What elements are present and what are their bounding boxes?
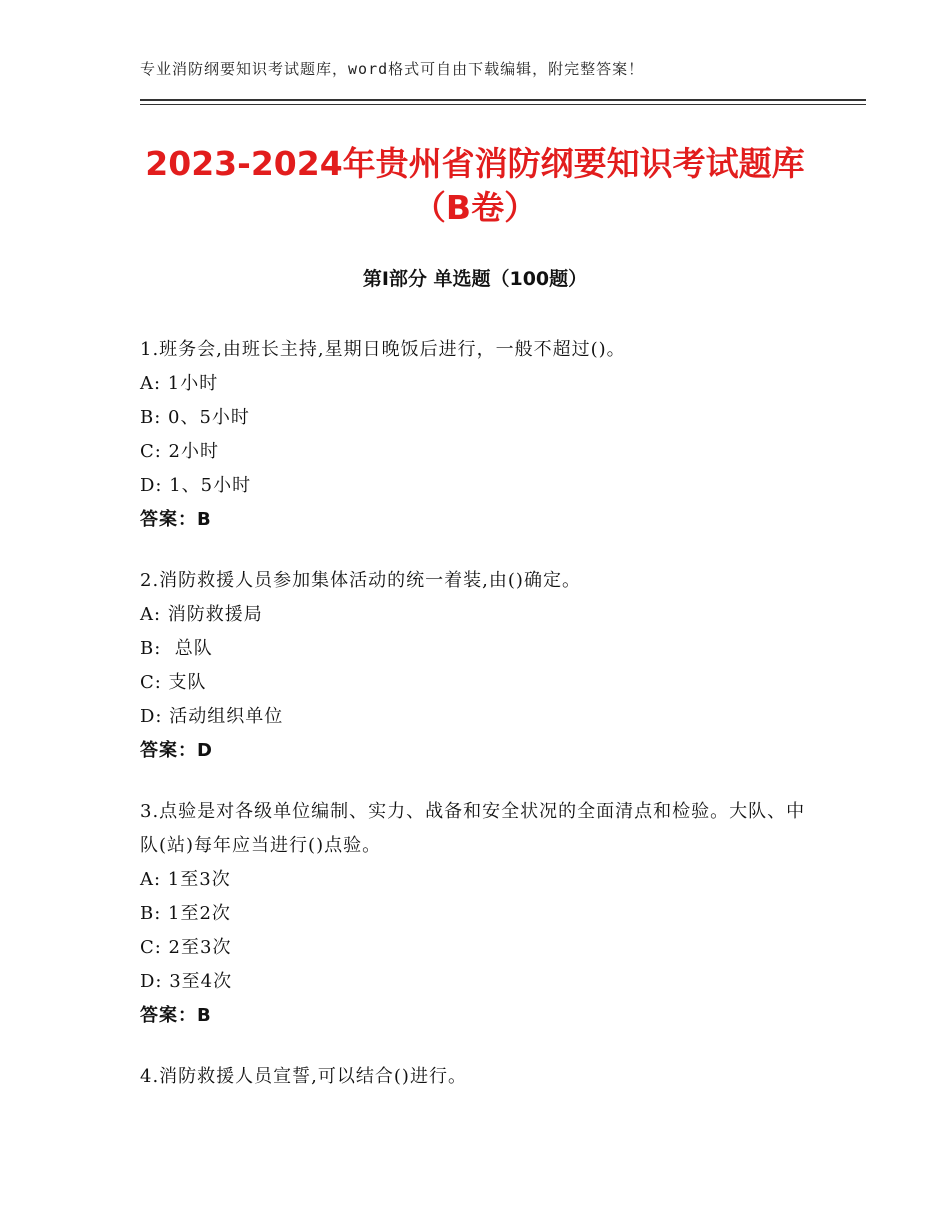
option-c: C: 2至3次 [140,937,232,958]
question-list [140,333,820,1121]
answer-line: 答案：B [140,509,212,530]
option-b: B: 1至2次 [140,903,231,924]
option-a: A: 1至3次 [140,869,231,890]
document-title [0,142,950,230]
question-stem: 4.消防救援人员宣誓,可以结合()进行。 [140,1066,467,1087]
header-rule-thick [140,99,866,101]
header-rule-thin [140,104,866,105]
document-title-line-2: （B卷） [412,188,538,227]
section-heading: 第Ⅰ部分 单选题（100题） [362,268,588,290]
question-stem: 2.消防救援人员参加集体活动的统一着装,由()确定。 [140,570,581,591]
question-item [140,564,820,768]
question-item [140,795,820,1033]
option-b: B: 0、5小时 [140,407,250,428]
document-title-line-1: 2023-2024年贵州省消防纲要知识考试题库 [145,144,805,183]
question-stem: 1.班务会,由班长主持,星期日晚饭后进行，一般不超过()。 [140,339,626,360]
option-d: D: 3至4次 [140,971,233,992]
question-item [140,333,820,537]
option-b: B: 总队 [140,638,213,659]
question-item [140,1060,820,1094]
option-c: C: 支队 [140,672,207,693]
answer-line: 答案：B [140,1005,212,1026]
question-stem: 3.点验是对各级单位编制、实力、战备和安全状况的全面清点和检验。大队、中队(站)每年应当进行()点验。 [140,801,806,856]
option-d: D: 活动组织单位 [140,706,284,727]
header-note: 专业消防纲要知识考试题库，word格式可自由下载编辑，附完整答案！ [140,60,645,78]
option-a: A: 1小时 [140,373,219,394]
option-d: D: 1、5小时 [140,475,252,496]
option-a: A: 消防救援局 [140,604,263,625]
answer-line: 答案：D [140,740,213,761]
option-c: C: 2小时 [140,441,220,462]
